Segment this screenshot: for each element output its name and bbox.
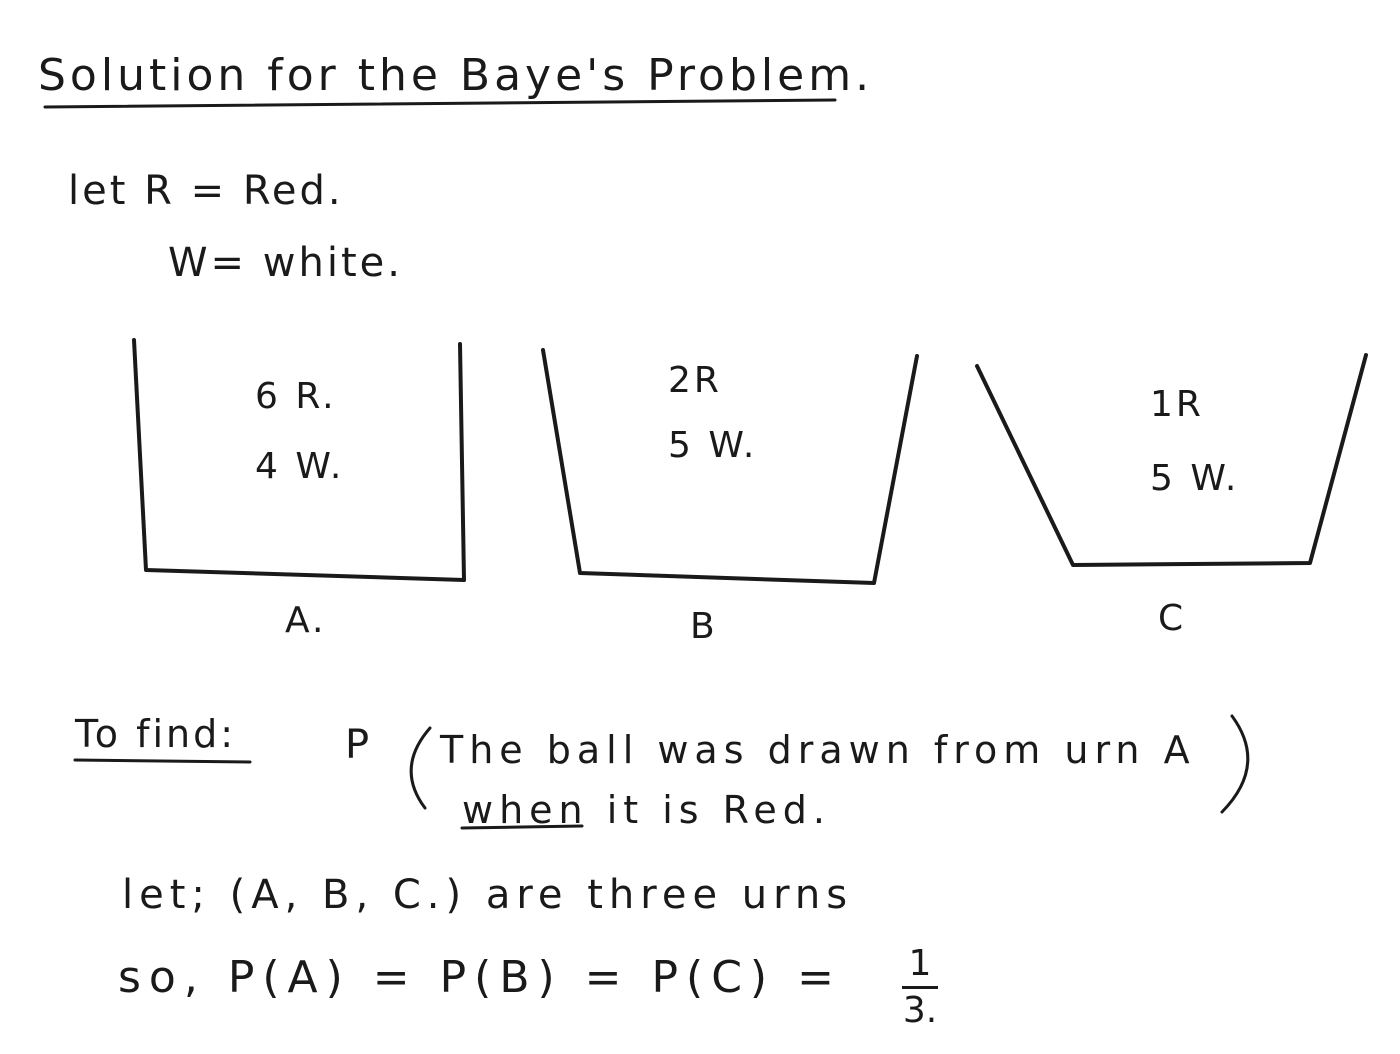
to-find-event-line2: when it is Red. [462, 788, 831, 832]
to-find-probability-symbol: P [345, 722, 373, 768]
definition-white: W= white. [168, 240, 403, 286]
left-bracket [411, 728, 430, 808]
urn-b-white-count: 5 W. [668, 425, 758, 466]
fraction-bar [902, 986, 938, 989]
page-title: Solution for the Baye's Problem. [38, 50, 874, 101]
fraction-one-third [898, 944, 942, 1031]
urn-a-white-count: 4 W. [255, 446, 345, 487]
fraction-denominator: 3. [902, 990, 938, 1031]
fraction-numerator: 1 [908, 943, 932, 984]
to-find-event-line1: The ball was drawn from urn A [440, 728, 1196, 772]
urn-b-label: B [690, 606, 718, 647]
urn-b-outline [543, 350, 917, 583]
urn-a-red-count: 6 R. [255, 376, 337, 417]
right-bracket [1222, 716, 1248, 812]
title-underline [45, 100, 835, 107]
urn-a-label: A. [285, 600, 327, 641]
to-find-label: To find: [75, 712, 237, 756]
urn-c-label: C [1158, 598, 1187, 639]
urn-b-red-count: 2R [668, 360, 722, 401]
probability-statement: so, P(A) = P(B) = P(C) = [118, 952, 842, 1003]
urn-c-red-count: 1R [1150, 384, 1204, 425]
urn-c-white-count: 5 W. [1150, 458, 1240, 499]
definition-red: let R = Red. [68, 168, 344, 214]
to-find-underline [75, 760, 250, 762]
urns-statement: let; (A, B, C.) are three urns [122, 872, 854, 918]
